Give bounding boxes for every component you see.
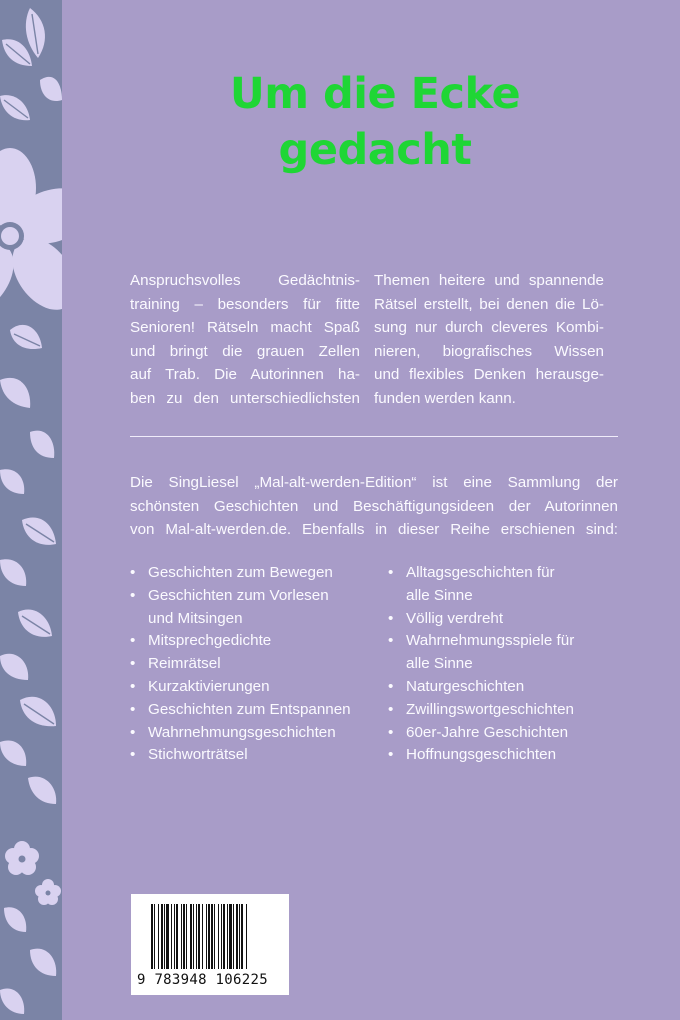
barcode-bar (246, 904, 247, 969)
intro-line: Rätsel erstellt, bei denen die Lö- (374, 295, 604, 313)
series-title-line: Wahrnehmungsgeschichten (148, 723, 336, 741)
bullet-icon: • (130, 746, 136, 764)
series-title-line: Wahrnehmungsspiele für (406, 632, 575, 650)
bullet-icon: • (130, 564, 136, 581)
series-title-line: Geschichten zum Bewegen (148, 564, 333, 581)
series-list-item (130, 585, 370, 631)
series-title-line: alle Sinne (406, 655, 473, 673)
barcode-bar (236, 904, 238, 969)
barcode-bar (223, 904, 225, 969)
intro-line: Anspruchsvolles Gedächtnis- (130, 272, 360, 289)
bullet-icon: • (388, 723, 394, 741)
series-title-line: Hoffnungsgeschichten (406, 746, 557, 764)
barcode-bar (186, 904, 187, 969)
series-list-item (388, 562, 620, 608)
bullet-icon: • (388, 632, 394, 650)
series-list-item (388, 722, 620, 745)
series-list-item (388, 699, 620, 722)
series-list-item (130, 744, 370, 767)
barcode-bar (174, 904, 175, 969)
barcode (131, 894, 289, 995)
series-title-line: Naturgeschichten (406, 677, 525, 695)
title-line-2: gedacht (278, 125, 472, 175)
barcode-bars (131, 894, 289, 974)
barcode-bar (214, 904, 215, 969)
bullet-icon: • (388, 700, 394, 718)
barcode-bar (229, 904, 232, 969)
barcode-bar (151, 904, 153, 969)
intro-line: Senioren! Rätseln macht Spaß (130, 319, 360, 336)
intro-line: funden werden kann. (374, 389, 516, 407)
barcode-bar (171, 904, 172, 969)
edition-line: schönsten Geschichten und Beschäftigungsideen der Autorinnen (130, 497, 618, 515)
series-title-line: Geschichten zum Entspannen (148, 700, 351, 718)
edition-line: von Mal-alt-werden.de. Ebenfalls in dieser Reihe erschienen sind: (130, 521, 618, 538)
barcode-bar (239, 904, 240, 969)
floral-pattern (0, 0, 62, 1020)
intro-line: training – besonders für fitte (130, 295, 360, 313)
barcode-bar (198, 904, 200, 969)
intro-column-right (374, 269, 604, 410)
bullet-icon: • (388, 564, 394, 581)
series-list-item (130, 676, 370, 699)
series-title-line: Stichworträtsel (148, 746, 248, 764)
barcode-bar (154, 904, 155, 969)
series-title-line: Reimrätsel (148, 655, 221, 673)
series-list-left (130, 562, 370, 767)
bullet-icon: • (130, 700, 136, 718)
series-list-item (388, 630, 620, 676)
cover-title (130, 66, 620, 178)
series-list-item (388, 676, 620, 699)
bullet-icon: • (388, 746, 394, 764)
intro-line: sung nur durch cleveres Kombi- (374, 319, 604, 336)
barcode-bar (211, 904, 213, 969)
series-title-line: 60er-Jahre Geschichten (406, 723, 569, 741)
series-list-item (130, 653, 370, 676)
series-list-item (388, 608, 620, 631)
bullet-icon: • (388, 677, 394, 695)
series-list-right (388, 562, 620, 767)
bullet-icon: • (130, 655, 136, 673)
barcode-bar (158, 904, 159, 969)
title-line-1: Um die Ecke (229, 69, 521, 119)
intro-line: auf Trab. Die Autorinnen ha- (130, 366, 360, 383)
bullet-icon: • (130, 723, 136, 741)
section-divider (130, 436, 618, 437)
barcode-bar (176, 904, 178, 969)
barcode-bar (241, 904, 243, 969)
barcode-bar (193, 904, 194, 969)
barcode-bar (181, 904, 182, 969)
series-list-item (388, 744, 620, 767)
bullet-icon: • (130, 632, 136, 650)
barcode-bar (206, 904, 207, 969)
series-title-line: Mitsprechgedichte (148, 632, 272, 650)
series-list-item (130, 562, 370, 585)
barcode-bar (221, 904, 222, 969)
barcode-bar (161, 904, 163, 969)
intro-line: und bringt die grauen Zellen (130, 342, 360, 360)
series-title-line: Zwillingswortgeschichten (406, 700, 574, 718)
edition-line: Die SingLiesel „Mal-alt-werden-Edition“ ist eine Sammlung der (130, 474, 618, 491)
series-title-line: Alltagsgeschichten für (406, 564, 555, 581)
bullet-icon: • (130, 677, 136, 695)
barcode-bar (218, 904, 219, 969)
intro-line: Themen heitere und spannende (374, 272, 604, 289)
barcode-bar (190, 904, 192, 969)
edition-paragraph (130, 471, 618, 542)
bullet-icon: • (130, 586, 136, 604)
series-list-item (130, 699, 370, 722)
bullet-icon: • (388, 609, 394, 627)
series-title-line: Geschichten zum Vorlesen (148, 586, 329, 604)
intro-line: nieren, biografisches Wissen (374, 342, 604, 360)
barcode-bar (208, 904, 210, 969)
series-title-line: und Mitsingen (148, 609, 243, 627)
barcode-bar (183, 904, 185, 969)
series-title-line: Völlig verdreht (406, 609, 504, 627)
barcode-bar (227, 904, 228, 969)
barcode-bar (164, 904, 165, 969)
barcode-bar (202, 904, 203, 969)
intro-line: und flexibles Denken herausge- (374, 366, 604, 383)
barcode-bar (233, 904, 234, 969)
series-title-line: Kurzaktivierungen (148, 677, 270, 695)
series-list-item (130, 722, 370, 745)
series-title-line: alle Sinne (406, 586, 473, 604)
isbn-number: 9 783948 106225 (137, 972, 268, 988)
barcode-bar (166, 904, 169, 969)
intro-column-left (130, 269, 360, 410)
intro-line: ben zu den unterschiedlichsten (130, 389, 360, 407)
series-list-item (130, 630, 370, 653)
barcode-bar (196, 904, 197, 969)
spine-panel (0, 0, 62, 1020)
